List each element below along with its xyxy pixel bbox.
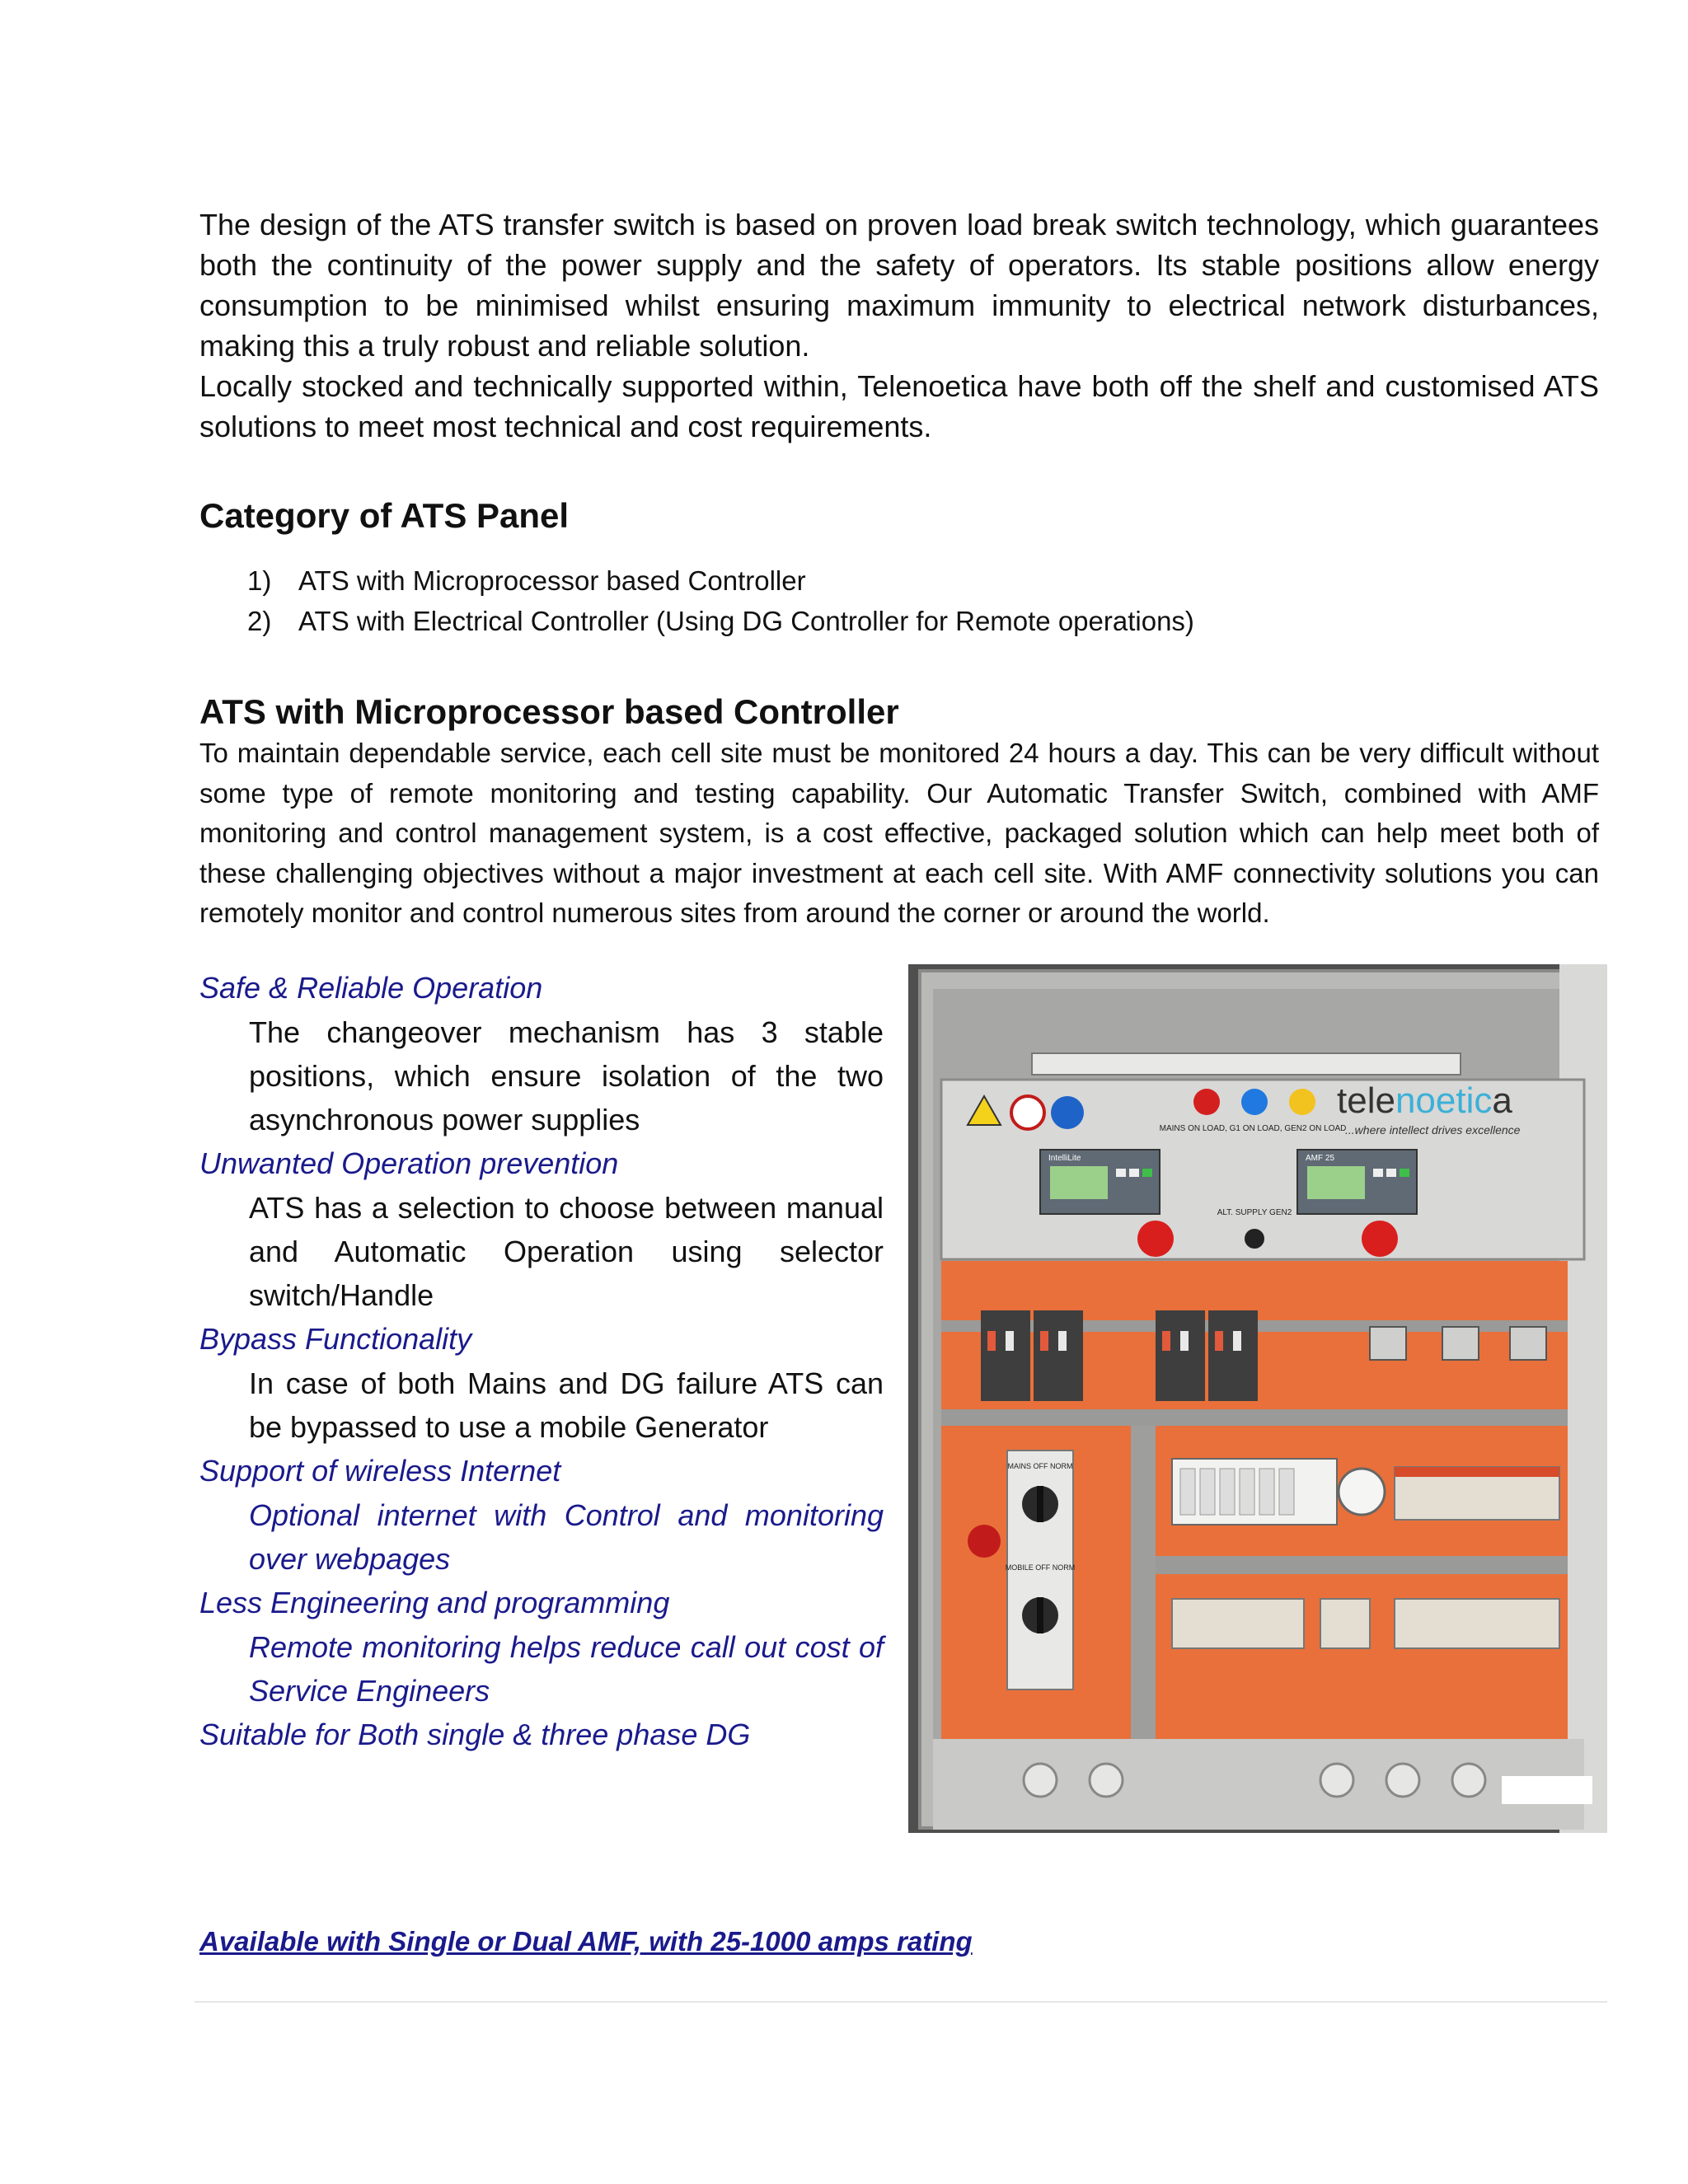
selector-bottom-label: MOBILE OFF NORM [1005,1563,1076,1572]
controller-left [1040,1150,1160,1214]
divider [195,2001,1607,2003]
rating-link[interactable]: Available with Single or Dual AMF, with 25-1000 amps rating [199,1926,973,1957]
controller-model: AMF 25 [1306,1154,1335,1163]
feature-description: In case of both Mains and DG failure ATS can be bypassed to use a mobile Generator [249,1366,884,1444]
feature-title: Less Engineering and programming [199,1586,670,1619]
brand-part-1: tele [1337,1080,1395,1121]
feature-list [199,966,884,1757]
feature-description: Optional internet with Control and monitoring over webpages [249,1498,884,1576]
list-item [199,601,1599,641]
feature-title: Suitable for Both single & three phase DG [199,1718,751,1751]
brand-part-2: noetic [1395,1080,1493,1121]
feature-description: Remote monitoring helps reduce call out cost of Service Engineers [249,1630,884,1708]
feature-title: Safe & Reliable Operation [199,971,543,1005]
list-text: ATS with Microprocessor based Controller [298,565,806,596]
intro-paragraph-1: The design of the ATS transfer switch is based on proven load break switch technology, which guarantees both the continuity of the power supply and the safety of operators. Its stable positions allow energy consumption to be minimised whilst ensuring maximum immunity to electrical network disturbances, making this a truly robust and reliable solution. [199,208,1599,363]
feature-description: The changeover mechanism has 3 stable positions, which ensure isolation of the two asynchronous power supplies [249,1015,884,1137]
ats-panel-illustration [908,964,1607,1833]
brand-part-3: a [1492,1080,1512,1121]
lamp-caption: MAINS ON LOAD, G1 ON LOAD, GEN2 ON LOAD [1159,1124,1347,1133]
svg-text:telenoetica [1337,1080,1512,1121]
microprocessor-heading: ATS with Microprocessor based Controller [199,692,899,731]
controller-label: IntelliLite [1048,1154,1081,1163]
selector-top-label: MAINS OFF NORM [1007,1462,1073,1470]
list-number: 2) [247,606,272,636]
feature-description: ATS has a selection to choose between manual and Automatic Operation using selector switch/Handle [249,1191,884,1312]
list-item [199,560,1599,601]
intro-paragraph-2: Locally stocked and technically supported within, Telenoetica have both off the shelf and customised ATS solutions to meet most technical and cost requirements. [199,369,1599,443]
microprocessor-body: To maintain dependable service, each cell site must be monitored 24 hours a day. This can be very difficult without some type of remote monitoring and testing capability. Our Automatic Transfer Switch, combined with AMF monitoring and control management system, is a cost effective, packaged solution which can help meet both of these challenging objectives without a major investment at each cell site. With AMF connectivity solutions you can remotely monitor and control numerous sites from around the corner or around the world. [199,738,1599,928]
controller-right [1297,1150,1417,1214]
feature-title: Unwanted Operation prevention [199,1146,619,1180]
main-content [199,204,1599,934]
feature-title: Bypass Functionality [199,1322,472,1356]
switch-caption: ALT. SUPPLY GEN2 [1217,1208,1292,1217]
list-text: ATS with Electrical Controller (Using DG Controller for Remote operations) [298,606,1194,636]
brand-tagline: ...where intellect drives excellence [1345,1123,1521,1137]
category-heading: Category of ATS Panel [199,496,570,535]
ats-panel-photo [908,964,1607,1833]
feature-title: Support of wireless Internet [199,1454,561,1488]
category-list [199,560,1599,641]
list-number: 1) [247,565,272,596]
